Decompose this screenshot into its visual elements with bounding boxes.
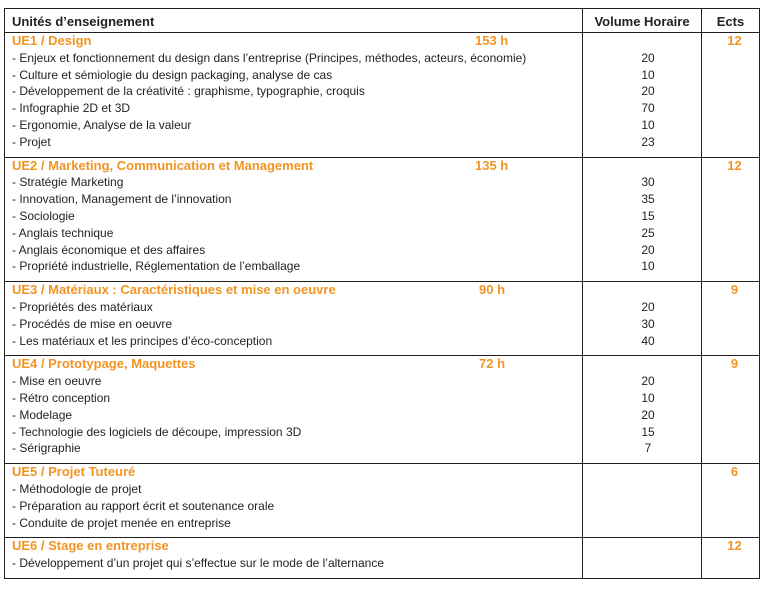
ue-hours: 90 h [479, 282, 506, 298]
ue-item-volume: 20 [641, 374, 655, 389]
ue-ects-value: 9 [730, 356, 739, 372]
ue-title-text: UE6 / Stage en entreprise [12, 538, 169, 554]
ue-item-label: - Ergonomie, Analyse de la valeur [12, 117, 192, 132]
ue-block-volume-cell [583, 464, 702, 538]
ue-block-volume-cell [583, 538, 702, 579]
ue-ects-value: 12 [727, 33, 742, 48]
ue-block-ects-cell [702, 464, 760, 538]
ue-item-volume: 10 [641, 117, 655, 132]
ue-block-ects-cell [702, 33, 760, 158]
header-ects: Ects [702, 9, 760, 33]
ue-item-label: - Les matériaux et les principes d’éco-conception [12, 333, 273, 348]
ue-item-label: - Méthodologie de projet [12, 481, 142, 496]
ue-ects-value: 9 [730, 282, 739, 298]
ue-item-volume: 15 [641, 208, 655, 223]
ue-block-units-cell [5, 33, 583, 158]
ue-item-volume: 20 [641, 407, 655, 422]
ue-block-units-cell [5, 464, 583, 538]
ue-block-row [5, 356, 760, 464]
header-row [5, 9, 760, 33]
ue-block-volume-cell [583, 157, 702, 282]
ue-hours: 135 h [475, 157, 509, 173]
ue-table-container [4, 8, 759, 579]
ue-block-volume-cell [583, 282, 702, 356]
ue-item-volume: 7 [644, 441, 652, 456]
ue-block-row [5, 538, 760, 579]
ue-item-label: - Sérigraphie [12, 441, 81, 456]
ue-block-units-cell [5, 538, 583, 579]
ue-item-label: - Infographie 2D et 3D [12, 101, 131, 116]
ue-item-label: - Enjeux et fonctionnement du design dans l’entreprise (Principes, méthodes, acteurs, économie) [12, 50, 527, 65]
ue-item-volume: 40 [641, 333, 655, 348]
ue-item-volume: 20 [641, 242, 655, 257]
ue-item-volume: 20 [641, 50, 655, 65]
ue-item-label: - Mise en oeuvre [12, 374, 102, 389]
ue-item-label: - Anglais économique et des affaires [12, 242, 206, 257]
ue-block-units-cell [5, 356, 583, 464]
ue-title-text: UE2 / Marketing, Communication et Management [12, 157, 314, 173]
ue-title [5, 538, 582, 555]
ue-title [5, 158, 582, 175]
ue-item-label: - Stratégie Marketing [12, 175, 124, 190]
ue-item-label: - Développement d’un projet qui s’effectue sur le mode de l’alternance [12, 556, 384, 571]
ue-item-volume: 70 [641, 101, 655, 116]
ue-item-volume: 10 [641, 67, 655, 82]
ue-block-row [5, 282, 760, 356]
ue-item-label: - Culture et sémiologie du design packaging, analyse de cas [12, 67, 333, 82]
ue-item-label: - Technologie des logiciels de découpe, impression 3D [12, 424, 302, 439]
ue-block-units-cell [5, 282, 583, 356]
ue-title [5, 33, 582, 50]
ue-item-label: - Rétro conception [12, 390, 111, 405]
ue-item-volume [583, 498, 701, 515]
ue-ects-value: 12 [727, 157, 742, 173]
ue-block-ects-cell [702, 282, 760, 356]
ue-block-ects-cell [702, 538, 760, 579]
ue-item-volume: 10 [641, 259, 655, 274]
header-units: Unités d’enseignement [5, 9, 583, 33]
ue-title [5, 464, 582, 481]
ue-item-label: - Sociologie [12, 208, 75, 223]
ue-item-volume: 23 [641, 134, 655, 149]
ue-block-row [5, 464, 760, 538]
ue-item-label: - Développement de la créativité : graphisme, typographie, croquis [12, 84, 365, 99]
ue-block-volume-cell [583, 356, 702, 464]
ue-item-label: - Anglais technique [12, 225, 114, 240]
ue-item-volume: 15 [641, 424, 655, 439]
ue-ects-value: 12 [727, 538, 742, 554]
ue-item-volume [583, 555, 701, 572]
ue-block-row [5, 157, 760, 282]
ue-item-volume: 35 [641, 192, 655, 207]
ue-item-volume: 20 [641, 84, 655, 99]
ue-hours: 72 h [479, 356, 506, 372]
ue-block-units-cell [5, 157, 583, 282]
header-volume: Volume Horaire [583, 9, 702, 33]
ue-item-label: - Conduite de projet menée en entreprise [12, 515, 231, 530]
ue-title [5, 356, 582, 373]
ue-block-row [5, 33, 760, 158]
ue-item-volume: 20 [641, 299, 655, 314]
ue-item-volume: 30 [641, 175, 655, 190]
ue-item-label: - Propriétés des matériaux [12, 299, 153, 314]
ue-block-ects-cell [702, 356, 760, 464]
ue-title-text: UE5 / Projet Tuteuré [12, 464, 136, 480]
ue-hours: 153 h [475, 33, 509, 48]
ue-title-text: UE1 / Design [12, 33, 92, 48]
ue-item-label: - Projet [12, 134, 51, 149]
ue-table [4, 8, 760, 579]
ue-item-label: - Modelage [12, 407, 73, 422]
ue-item-volume [583, 515, 701, 532]
ue-item-label: - Préparation au rapport écrit et soutenance orale [12, 498, 275, 513]
ue-item-volume: 30 [641, 316, 655, 331]
ue-block-ects-cell [702, 157, 760, 282]
ue-title-text: UE4 / Prototypage, Maquettes [12, 356, 196, 372]
ue-item-volume: 25 [641, 225, 655, 240]
ue-title [5, 282, 582, 299]
ue-item-label: - Procédés de mise en oeuvre [12, 316, 173, 331]
ue-item-volume: 10 [641, 390, 655, 405]
ue-block-volume-cell [583, 33, 702, 158]
ue-title-text: UE3 / Matériaux : Caractéristiques et mise en oeuvre [12, 282, 336, 298]
ue-item-label: - Propriété industrielle, Réglementation de l’emballage [12, 259, 301, 274]
ue-ects-value: 6 [730, 464, 739, 480]
ue-item-volume [583, 481, 701, 498]
ue-item-label: - Innovation, Management de l’innovation [12, 192, 232, 207]
